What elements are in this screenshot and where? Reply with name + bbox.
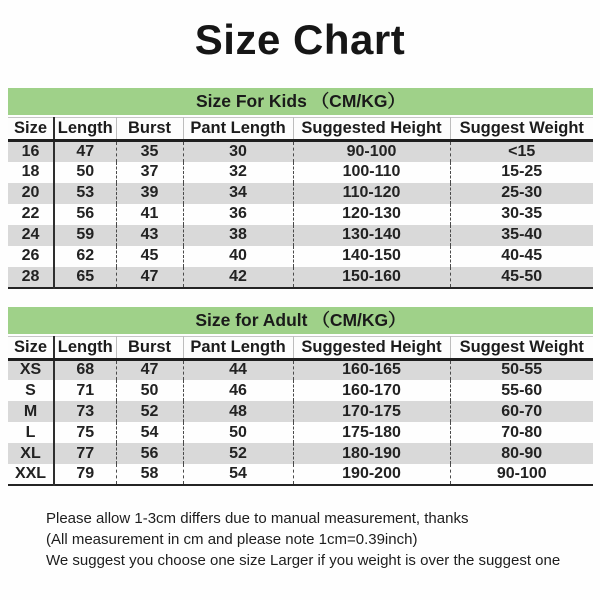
header-row	[8, 336, 593, 359]
table-cell: 170-175	[293, 401, 450, 422]
table-cell: 50-55	[450, 359, 593, 380]
table-cell: 37	[116, 162, 183, 183]
table-row	[8, 359, 593, 380]
table-cell: 160-170	[293, 380, 450, 401]
table-cell: 68	[54, 359, 116, 380]
table-cell: 30-35	[501, 205, 543, 222]
header-row	[8, 118, 593, 141]
table-cell: 54	[116, 422, 183, 443]
table-cell: 50	[183, 422, 293, 443]
column-header: Length	[54, 118, 116, 141]
table-cell: 25-30	[450, 183, 593, 204]
table-cell: 71	[54, 380, 116, 401]
column-header: Burst	[116, 118, 183, 141]
table-row	[8, 422, 593, 443]
table-cell: 80-90	[450, 443, 593, 464]
table-row	[8, 183, 593, 204]
table-cell: 40	[183, 246, 293, 267]
table-cell: 190-200	[293, 464, 450, 485]
table-cell: 110-120	[293, 183, 450, 204]
table-cell: 15-25	[501, 163, 543, 180]
table-cell: 52	[183, 443, 293, 464]
table-cell: 52	[116, 401, 183, 422]
table-cell: M	[8, 401, 54, 422]
table-cell: 79	[54, 464, 116, 485]
table-cell: 48	[183, 401, 293, 422]
table-row	[8, 464, 593, 485]
table-cell: 47	[116, 267, 183, 288]
note-line: We suggest you choose one size Larger if you weight is over the suggest one	[46, 552, 561, 569]
table-cell: 180-190	[293, 443, 450, 464]
column-header: Size	[8, 118, 54, 141]
table-cell: 65	[54, 267, 116, 288]
table-cell: 43	[116, 225, 183, 246]
title-spacer	[0, 64, 600, 88]
table-cell: 59	[54, 225, 116, 246]
table-cell: 50	[116, 380, 183, 401]
adult-section-title: Size for Adult （CM/KG）	[8, 307, 593, 334]
table-row	[8, 443, 593, 464]
column-header: Pant Length	[183, 118, 293, 141]
table-cell: S	[8, 380, 54, 401]
table-row	[8, 204, 593, 225]
table-cell: 56	[116, 443, 183, 464]
table-cell: 53	[54, 183, 116, 204]
table-cell: 40-45	[501, 247, 543, 264]
table-cell: 32	[183, 162, 293, 183]
table-cell: <15	[450, 141, 593, 162]
column-header: Burst	[116, 336, 183, 359]
table-cell: 36	[183, 204, 293, 225]
table-cell: 46	[183, 380, 293, 401]
table-cell: 45-50	[450, 267, 593, 288]
table-cell: 75	[54, 422, 116, 443]
table-cell: 60-70	[450, 401, 593, 422]
table-cell: 35	[116, 141, 183, 162]
column-header: Suggested Height	[293, 336, 450, 359]
note-line: Please allow 1-3cm differs due to manual measurement, thanks	[46, 510, 469, 527]
table-cell: 41	[116, 204, 183, 225]
measurement-notes	[46, 508, 600, 571]
table-cell: 62	[54, 246, 116, 267]
table-cell: 35-40	[450, 225, 593, 246]
table-cell: XL	[8, 443, 54, 464]
table-row	[8, 141, 593, 162]
table-cell: 39	[116, 183, 183, 204]
table-cell: 22	[8, 204, 54, 225]
table-cell: 77	[54, 443, 116, 464]
column-header: Pant Length	[183, 336, 293, 359]
table-cell: 90-100	[496, 465, 547, 482]
table-cell: 26	[8, 246, 54, 267]
table-cell: 34	[183, 183, 293, 204]
column-header: Size	[8, 336, 54, 359]
page-title: Size Chart	[194, 16, 406, 63]
table-cell: 140-150	[293, 246, 450, 267]
note-line: (All measurement in cm and please note 1cm=0.39inch)	[46, 531, 418, 548]
table-cell: 150-160	[293, 267, 450, 288]
table-cell: 54	[183, 464, 293, 485]
section-spacer	[0, 289, 600, 307]
table-cell: 55-60	[501, 381, 543, 399]
table-row	[8, 267, 593, 288]
table-cell: 73	[54, 401, 116, 422]
kids-section-title: Size For Kids （CM/KG）	[8, 88, 593, 115]
table-cell: 20	[8, 183, 54, 204]
adult-section	[0, 307, 600, 487]
column-header: Suggest Weight	[450, 336, 593, 359]
adult-size-table	[8, 336, 593, 487]
table-cell: 90-100	[293, 141, 450, 162]
table-cell: 70-80	[501, 423, 543, 441]
table-cell: 18	[8, 162, 54, 183]
table-cell: XS	[8, 359, 54, 380]
table-row	[8, 401, 593, 422]
column-header: Suggested Height	[293, 118, 450, 141]
table-cell: 100-110	[293, 162, 450, 183]
table-row	[8, 225, 593, 246]
column-header: Length	[54, 336, 116, 359]
table-cell: 47	[116, 359, 183, 380]
table-cell: 56	[54, 204, 116, 225]
column-header: Suggest Weight	[450, 118, 593, 141]
table-row	[8, 246, 593, 267]
table-cell: 50	[54, 162, 116, 183]
table-cell: 58	[116, 464, 183, 485]
table-cell: 44	[183, 359, 293, 380]
table-row	[8, 162, 593, 183]
kids-size-table	[8, 117, 593, 289]
table-cell: L	[8, 422, 54, 443]
kids-section	[0, 88, 600, 289]
table-cell: 16	[8, 141, 54, 162]
table-cell: 47	[54, 141, 116, 162]
table-cell: 160-165	[293, 359, 450, 380]
table-cell: 130-140	[293, 225, 450, 246]
table-cell: 42	[183, 267, 293, 288]
table-cell: 45	[116, 246, 183, 267]
table-row	[8, 380, 593, 401]
table-cell: 28	[8, 267, 54, 288]
table-cell: 175-180	[293, 422, 450, 443]
table-cell: 120-130	[293, 204, 450, 225]
table-cell: 30	[183, 141, 293, 162]
table-cell: 24	[8, 225, 54, 246]
table-cell: XXL	[8, 464, 54, 485]
table-cell: 38	[183, 225, 293, 246]
